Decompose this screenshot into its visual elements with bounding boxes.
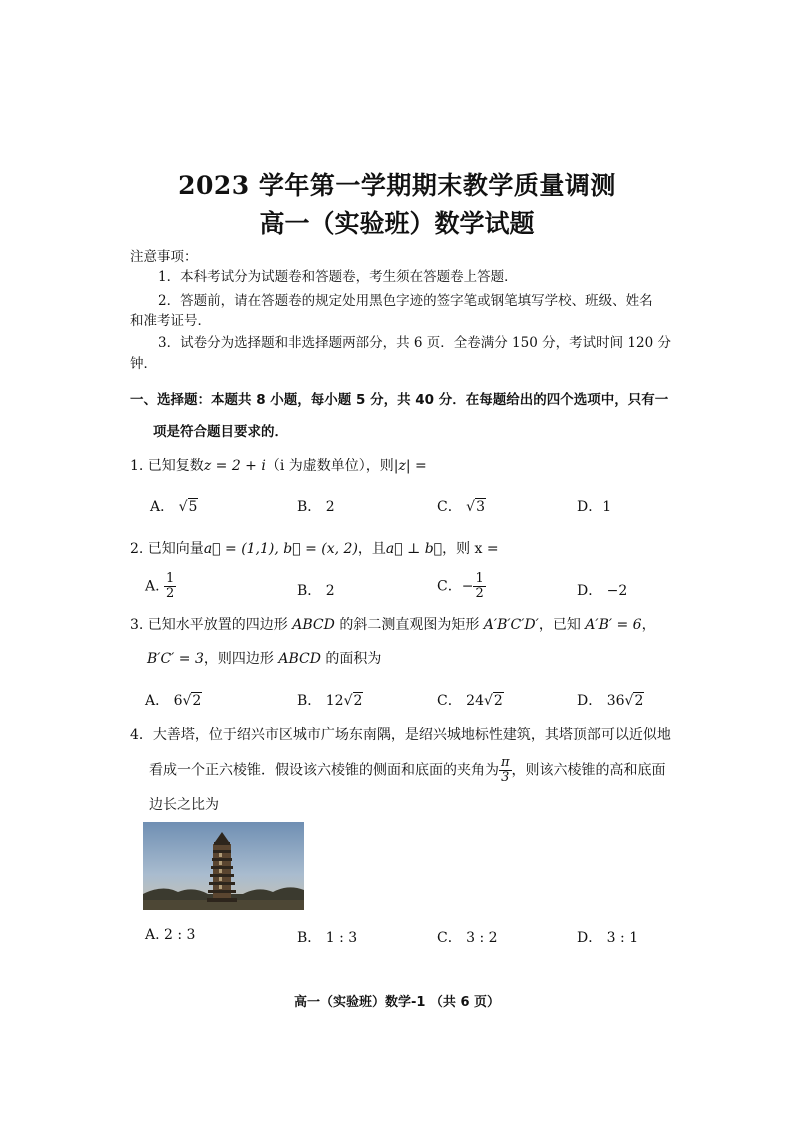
notice-item-3-line2: 钟． [130, 356, 157, 372]
q3-option-b-coef: 12 [325, 693, 344, 709]
section1-heading: 一、选择题：本题共 8 小题，每小题 5 分，共 40 分．在每题给出的四个选项中，只有一 [130, 392, 669, 408]
question-1 [130, 455, 427, 475]
q3-option-a-label: A． [145, 693, 170, 709]
q3-option-d-rad: 2 [634, 693, 644, 709]
q1-option-c[interactable]: C． √3 [437, 499, 486, 515]
q3-option-a-coef: 6 [173, 693, 183, 709]
q3-option-d-coef: 36 [606, 693, 625, 709]
q3-option-a[interactable]: A． 6√2 [145, 693, 202, 709]
q2-expr: a⃗ = (1,1), b⃗ = (x, 2) [203, 541, 358, 557]
q3-text-e: 的面积为 [325, 651, 382, 667]
notice-item-2-line1: 2．答题前，请在答题卷的规定处用黑色字迹的签字笔或钢笔填写学校、班级、姓名 [158, 293, 653, 309]
q1-option-c-label: C． [437, 499, 462, 515]
exam-title: 2023 学年第一学期期末教学质量调测 [178, 171, 616, 200]
q3-comma: ， [641, 617, 656, 633]
q4-option-a[interactable]: A. 2 : 3 [145, 927, 196, 943]
q4-text-b: ，则该六棱锥的高和底面 [511, 762, 666, 779]
q3-abcd: ABCD [292, 617, 335, 633]
q3-option-b-rad: 2 [353, 693, 363, 709]
q1-ask: |z| = [393, 458, 427, 474]
q3-ab: A′B′ = 6 [585, 617, 642, 633]
q4-text-a: 看成一个正六棱锥．假设该六棱锥的侧面和底面的夹角为 [149, 762, 499, 779]
q1-option-c-value: 3 [476, 499, 486, 515]
q3-option-a-rad: 2 [192, 693, 202, 709]
q1-option-b[interactable]: B． 2 [297, 499, 335, 515]
q2-option-d[interactable]: D． −2 [577, 583, 628, 599]
notice-item-3-line1: 3．试卷分为选择题和非选择题两部分，共 6 页．全卷满分 150 分，考试时间 120 分 [158, 335, 671, 351]
q3-text-b: 的斜二测直观图为矩形 [339, 617, 480, 633]
page-footer: 高一（实验班）数学-1 （共 6 页） [293, 995, 501, 1010]
q1-prefix: 1. 已知复数 [130, 458, 204, 474]
q3-abcd-2: ABCD [278, 651, 321, 667]
q4-option-b[interactable]: B． 1 : 3 [297, 930, 358, 946]
q3-option-d[interactable]: D． 36√2 [577, 693, 644, 709]
q2-cond: a⃗ ⊥ b⃗ [385, 541, 443, 557]
notice-item-2-line2: 和准考证号． [130, 313, 211, 329]
q3-option-c[interactable]: C． 24√2 [437, 693, 503, 709]
exam-subtitle: 高一（实验班）数学试题 [259, 209, 535, 238]
q3-option-c-label: C． [437, 693, 462, 709]
question-4-line1: 4．大善塔，位于绍兴市区城市广场东南隅，是绍兴城地标性建筑，其塔顶部可以近似地 [130, 727, 671, 743]
q2-option-a-label: A. [145, 578, 160, 595]
question-3-line1 [130, 614, 656, 634]
q3-text-c: ，已知 [538, 617, 581, 633]
section1-heading-line2: 项是符合题目要求的． [153, 424, 288, 440]
q4-option-d[interactable]: D． 3 : 1 [577, 930, 639, 946]
q2-prefix: 2. 已知向量 [130, 541, 204, 557]
q1-expr: z = 2 + i [203, 458, 266, 474]
question-2 [130, 538, 499, 558]
q1-option-d[interactable]: D．1 [577, 499, 612, 515]
q4-option-c[interactable]: C． 3 : 2 [437, 930, 498, 946]
q2-option-c[interactable] [437, 572, 486, 601]
notice-heading: 注意事项： [130, 249, 198, 265]
q1-option-a-label: A． [150, 499, 175, 515]
q3-bc: B′C′ = 3 [147, 651, 204, 667]
pagoda-image [143, 822, 304, 910]
q2-option-c-label: C．− [437, 578, 474, 595]
pagoda-photo [143, 822, 304, 910]
notice-item-1: 1．本科考试分为试题卷和答题卷，考生须在答题卷上答题． [158, 269, 518, 285]
q1-option-a-value: 5 [188, 499, 198, 515]
q3-rect: A′B′C′D′ [483, 617, 539, 633]
q2-option-b[interactable]: B． 2 [297, 583, 335, 599]
q3-text-a: 3. 已知水平放置的四边形 [130, 617, 288, 633]
q3-option-d-label: D． [577, 693, 603, 709]
q3-text-d: ，则四边形 [203, 651, 274, 667]
q3-option-b[interactable]: B． 12√2 [297, 693, 363, 709]
q3-option-c-rad: 2 [493, 693, 503, 709]
q2-ask: ，则 x = [442, 541, 499, 557]
q2-option-a[interactable] [145, 572, 176, 601]
q4-three: 3 [501, 770, 510, 785]
q3-option-c-coef: 24 [466, 693, 484, 709]
q4-pi: π [501, 755, 510, 770]
q2-option-c-den: 2 [475, 586, 484, 601]
q1-note: （i 为虚数单位），则 [265, 458, 394, 474]
q2-option-c-num: 1 [475, 571, 484, 586]
q3-option-b-label: B． [297, 693, 322, 709]
q1-option-a[interactable]: A． √5 [150, 499, 198, 515]
question-4-line3: 边长之比为 [149, 797, 219, 813]
question-4-line2 [149, 756, 666, 785]
question-3-line2 [147, 648, 381, 668]
q2-option-a-den: 2 [166, 586, 175, 601]
q2-mid: ，且 [357, 541, 386, 557]
q2-option-a-num: 1 [166, 571, 175, 586]
